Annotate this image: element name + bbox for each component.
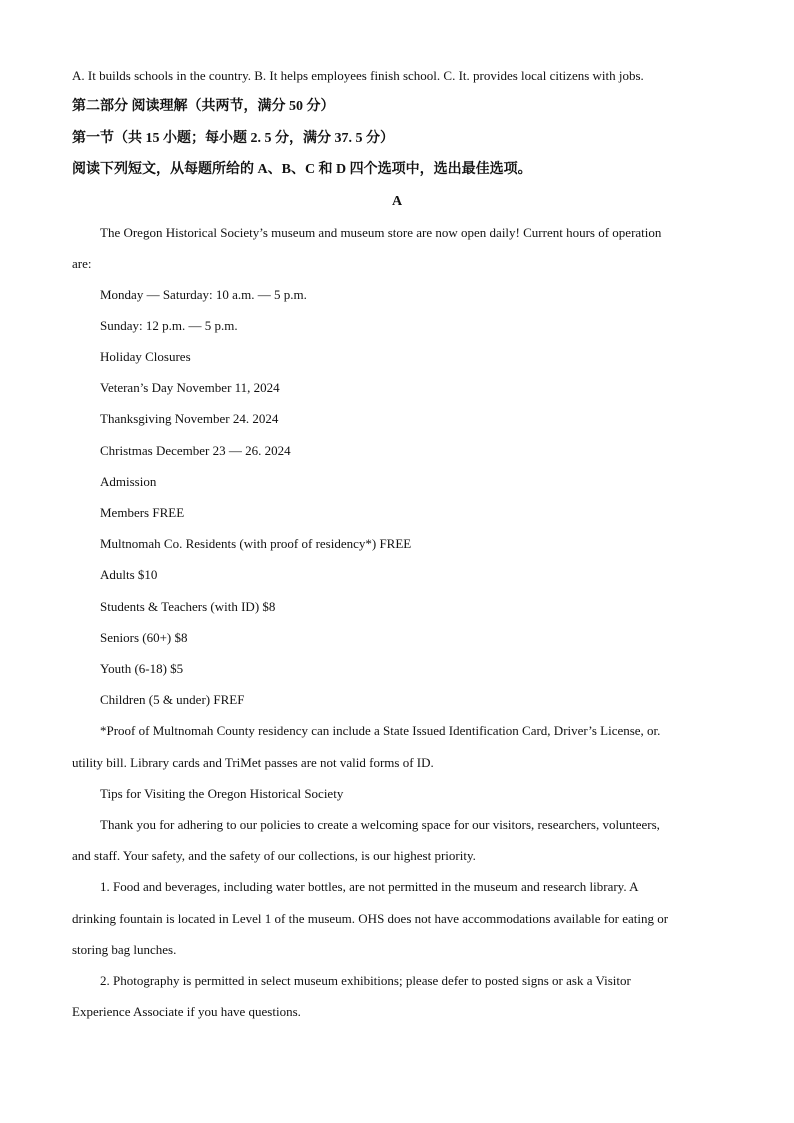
tip1-line-2: drinking fountain is located in Level 1 of the museum. OHS does not have accommodations available for eating or [72,911,669,926]
proof-note-line-1: *Proof of Multnomah County residency can include a State Issued Identification Card, Driver’s License, or. [100,723,661,738]
admission-item: Adults $10 [100,567,158,582]
admission-item: Multnomah Co. Residents (with proof of residency*) FREE [100,536,412,551]
admission-item: Members FREE [100,505,185,520]
section1-heading: 第一节（共 15 小题；每小题 2. 5 分，满分 37. 5 分） [72,131,394,146]
holiday-item: Veteran’s Day November 11, 2024 [100,380,280,395]
admission-heading: Admission [100,474,157,489]
admission-item: Students & Teachers (with ID) $8 [100,599,276,614]
hours-weekday: Monday — Saturday: 10 a.m. — 5 p.m. [100,287,307,302]
instruction: 阅读下列短文，从每题所给的 A、B、C 和 D 四个选项中，选出最佳选项。 [72,162,532,177]
part2-heading: 第二部分 阅读理解（共两节，满分 50 分） [72,99,335,114]
tip2-line-2: Experience Associate if you have questions. [72,1004,301,1019]
hours-sunday: Sunday: 12 p.m. — 5 p.m. [100,318,238,333]
intro-line-1: The Oregon Historical Society’s museum and museum store are now open daily! Current hours of operation [100,225,662,240]
thanks-line-1: Thank you for adhering to our policies to create a welcoming space for our visitors, researchers, volunteers, [100,817,660,832]
answer-options-line: A. It builds schools in the country. B. It helps employees finish school. C. It. provides local citizens with jobs. [72,68,644,83]
admission-item: Youth (6-18) $5 [100,661,184,676]
tip1-line-3: storing bag lunches. [72,942,177,957]
holiday-item: Thanksgiving November 24. 2024 [100,411,279,426]
passage-label: A [391,194,403,209]
intro-line-2: are: [72,256,92,271]
tips-heading: Tips for Visiting the Oregon Historical Society [100,786,344,801]
holiday-heading: Holiday Closures [100,349,191,364]
tip2-line-1: 2. Photography is permitted in select museum exhibitions; please defer to posted signs or ask a Visitor [100,973,631,988]
holiday-item: Christmas December 23 — 26. 2024 [100,443,291,458]
thanks-line-2: and staff. Your safety, and the safety of our collections, is our highest priority. [72,848,476,863]
admission-item: Children (5 & under) FREF [100,692,245,707]
tip1-line-1: 1. Food and beverages, including water bottles, are not permitted in the museum and research library. A [100,879,639,894]
proof-note-line-2: utility bill. Library cards and TriMet passes are not valid forms of ID. [72,755,434,770]
admission-item: Seniors (60+) $8 [100,630,188,645]
